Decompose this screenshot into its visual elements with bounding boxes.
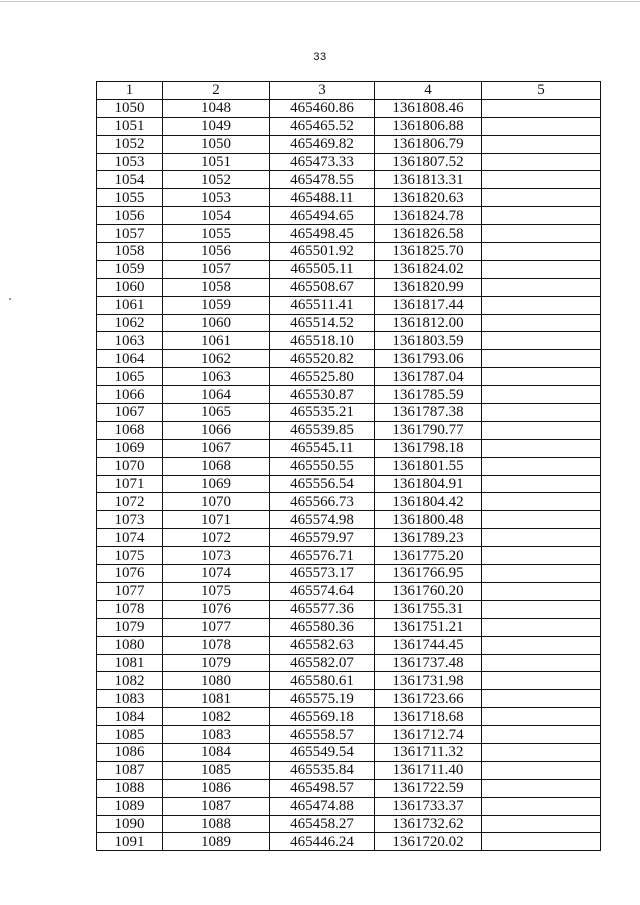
table-row: [97, 260, 601, 278]
table-cell: 465460.86: [270, 99, 375, 117]
table-cell: 1069: [97, 439, 163, 457]
table-cell: 1061: [97, 296, 163, 314]
table-cell: 1361812.00: [375, 314, 482, 332]
table-cell: 1055: [163, 225, 270, 243]
table-cell: [482, 815, 601, 833]
table-cell: 1063: [97, 332, 163, 350]
table-row: [97, 135, 601, 153]
table-cell: 465525.80: [270, 368, 375, 386]
table-cell: 465465.52: [270, 117, 375, 135]
table-cell: 1087: [97, 761, 163, 779]
table-cell: 1072: [97, 493, 163, 511]
table-cell: 1361806.79: [375, 135, 482, 153]
table-cell: [482, 421, 601, 439]
table-cell: [482, 761, 601, 779]
table-cell: 1361807.52: [375, 153, 482, 171]
table-row: [97, 278, 601, 296]
table-cell: [482, 117, 601, 135]
table-cell: 1071: [97, 475, 163, 493]
table-row: [97, 117, 601, 135]
table-cell: 1069: [163, 475, 270, 493]
table-cell: [482, 475, 601, 493]
table-cell: 1361820.99: [375, 278, 482, 296]
table-cell: 1080: [97, 636, 163, 654]
table-cell: 1050: [97, 99, 163, 117]
table-cell: 1076: [163, 600, 270, 618]
table-cell: 1080: [163, 672, 270, 690]
table-cell: 1068: [163, 457, 270, 475]
table-cell: 1065: [97, 368, 163, 386]
table-cell: 465494.65: [270, 207, 375, 225]
table-cell: 1361790.77: [375, 421, 482, 439]
table-cell: [482, 565, 601, 583]
table-cell: 1061: [163, 332, 270, 350]
table-row: [97, 350, 601, 368]
table-body: [97, 99, 601, 850]
table-cell: 1052: [97, 135, 163, 153]
table-cell: 1075: [97, 547, 163, 565]
table-cell: 1361804.42: [375, 493, 482, 511]
table-cell: 1361720.02: [375, 833, 482, 851]
table-cell: [482, 350, 601, 368]
table-cell: [482, 207, 601, 225]
table-cell: 465566.73: [270, 493, 375, 511]
table-cell: 1051: [163, 153, 270, 171]
table-cell: 465580.36: [270, 618, 375, 636]
table-cell: 1079: [163, 654, 270, 672]
table-row: [97, 690, 601, 708]
table-cell: 465505.11: [270, 260, 375, 278]
table-cell: 465579.97: [270, 529, 375, 547]
column-header: 1: [97, 82, 163, 100]
table-cell: 1361722.59: [375, 779, 482, 797]
table-row: [97, 171, 601, 189]
table-row: [97, 833, 601, 851]
table-cell: 1068: [97, 421, 163, 439]
table-row: [97, 672, 601, 690]
column-header: 4: [375, 82, 482, 100]
table-cell: 1361793.06: [375, 350, 482, 368]
table-cell: 465574.64: [270, 582, 375, 600]
table-cell: [482, 708, 601, 726]
table-cell: [482, 582, 601, 600]
table-cell: 1057: [97, 225, 163, 243]
table-cell: 465514.52: [270, 314, 375, 332]
column-header: 5: [482, 82, 601, 100]
table-cell: 1078: [163, 636, 270, 654]
table-row: [97, 189, 601, 207]
table-cell: [482, 654, 601, 672]
table-cell: 465545.11: [270, 439, 375, 457]
table-cell: 465478.55: [270, 171, 375, 189]
table-cell: 1077: [97, 582, 163, 600]
page-number: 33: [313, 51, 327, 63]
table-cell: 465473.33: [270, 153, 375, 171]
table-row: [97, 779, 601, 797]
table-cell: 1048: [163, 99, 270, 117]
table-cell: [482, 171, 601, 189]
table-row: [97, 457, 601, 475]
table-row: [97, 582, 601, 600]
table-cell: [482, 672, 601, 690]
table-cell: [482, 547, 601, 565]
table-row: [97, 99, 601, 117]
table-cell: 1054: [163, 207, 270, 225]
table-cell: [482, 243, 601, 261]
table-cell: 1361789.23: [375, 529, 482, 547]
table-cell: 1066: [163, 421, 270, 439]
table-cell: [482, 618, 601, 636]
table-cell: 1055: [97, 189, 163, 207]
table-cell: 1078: [97, 600, 163, 618]
table-row: [97, 439, 601, 457]
column-header: 2: [163, 82, 270, 100]
table-cell: 1091: [97, 833, 163, 851]
table-cell: [482, 314, 601, 332]
table-cell: 1361737.48: [375, 654, 482, 672]
table-cell: 1085: [163, 761, 270, 779]
table-cell: 1088: [163, 815, 270, 833]
table-cell: 465535.21: [270, 404, 375, 422]
table-cell: 465474.88: [270, 797, 375, 815]
table-cell: 1062: [163, 350, 270, 368]
table-cell: 1086: [163, 779, 270, 797]
table-cell: 1073: [163, 547, 270, 565]
table-cell: 1057: [163, 260, 270, 278]
table-cell: 1049: [163, 117, 270, 135]
table-cell: 1050: [163, 135, 270, 153]
table-cell: [482, 368, 601, 386]
table-cell: 465569.18: [270, 708, 375, 726]
table-row: [97, 207, 601, 225]
table-cell: 1361775.20: [375, 547, 482, 565]
table-cell: 1059: [97, 260, 163, 278]
table-cell: 1361787.04: [375, 368, 482, 386]
table-cell: 1053: [97, 153, 163, 171]
table-cell: 1085: [97, 726, 163, 744]
table-cell: 1361824.02: [375, 260, 482, 278]
table-cell: 465574.98: [270, 511, 375, 529]
table-cell: [482, 135, 601, 153]
table-cell: 1070: [163, 493, 270, 511]
table-cell: [482, 779, 601, 797]
table-cell: 1086: [97, 743, 163, 761]
table-cell: 1084: [163, 743, 270, 761]
table-cell: 1361813.31: [375, 171, 482, 189]
table-cell: 1073: [97, 511, 163, 529]
table-cell: 465530.87: [270, 386, 375, 404]
table-cell: 465576.71: [270, 547, 375, 565]
table-cell: 1079: [97, 618, 163, 636]
table-cell: 1082: [163, 708, 270, 726]
table-row: [97, 332, 601, 350]
table-cell: 1361820.63: [375, 189, 482, 207]
table-cell: 1361731.98: [375, 672, 482, 690]
top-border-line: [0, 1, 640, 2]
table-cell: [482, 743, 601, 761]
table-cell: [482, 600, 601, 618]
table-cell: 1054: [97, 171, 163, 189]
table-cell: 1051: [97, 117, 163, 135]
table-cell: 1081: [97, 654, 163, 672]
table-cell: 465535.84: [270, 761, 375, 779]
table-cell: [482, 439, 601, 457]
table-cell: 1361800.48: [375, 511, 482, 529]
table-cell: 1058: [97, 243, 163, 261]
table-cell: 1056: [97, 207, 163, 225]
table-cell: [482, 296, 601, 314]
table-cell: 1087: [163, 797, 270, 815]
table-cell: 1074: [163, 565, 270, 583]
table-cell: [482, 278, 601, 296]
table-cell: [482, 332, 601, 350]
column-header: 3: [270, 82, 375, 100]
table-cell: 1361826.58: [375, 225, 482, 243]
table-cell: 1084: [97, 708, 163, 726]
table-cell: [482, 99, 601, 117]
table-cell: 1089: [163, 833, 270, 851]
table-cell: 1082: [97, 672, 163, 690]
table-cell: 465488.11: [270, 189, 375, 207]
table-cell: 1361718.68: [375, 708, 482, 726]
table-cell: [482, 726, 601, 744]
table-cell: 465550.55: [270, 457, 375, 475]
table-cell: 465511.41: [270, 296, 375, 314]
table-row: [97, 404, 601, 422]
table-cell: [482, 636, 601, 654]
table-cell: 1081: [163, 690, 270, 708]
table-cell: 1071: [163, 511, 270, 529]
table-cell: 1361733.37: [375, 797, 482, 815]
table-cell: 1361723.66: [375, 690, 482, 708]
table-cell: [482, 457, 601, 475]
table-cell: 465556.54: [270, 475, 375, 493]
table-cell: 465498.57: [270, 779, 375, 797]
table-row: [97, 761, 601, 779]
table-cell: 465549.54: [270, 743, 375, 761]
table-cell: 1060: [163, 314, 270, 332]
table-cell: 1059: [163, 296, 270, 314]
table-cell: [482, 260, 601, 278]
table-cell: [482, 511, 601, 529]
table-cell: 1083: [163, 726, 270, 744]
table-row: [97, 296, 601, 314]
table-cell: 1076: [97, 565, 163, 583]
table-cell: [482, 404, 601, 422]
table-cell: 1361755.31: [375, 600, 482, 618]
table-cell: 465501.92: [270, 243, 375, 261]
table-cell: 465458.27: [270, 815, 375, 833]
table-row: [97, 386, 601, 404]
table-cell: [482, 153, 601, 171]
table-cell: 1070: [97, 457, 163, 475]
table-cell: 465539.85: [270, 421, 375, 439]
table-row: [97, 565, 601, 583]
table-row: [97, 743, 601, 761]
table-cell: 1361766.95: [375, 565, 482, 583]
table-cell: 465582.63: [270, 636, 375, 654]
table-cell: 465518.10: [270, 332, 375, 350]
table-cell: 1361732.62: [375, 815, 482, 833]
table-cell: 465582.07: [270, 654, 375, 672]
table-row: [97, 797, 601, 815]
table-row: [97, 618, 601, 636]
table-row: [97, 511, 601, 529]
table-cell: 1361825.70: [375, 243, 482, 261]
table-cell: 1090: [97, 815, 163, 833]
table-cell: 465498.45: [270, 225, 375, 243]
table-cell: 1072: [163, 529, 270, 547]
table-row: [97, 708, 601, 726]
table-cell: 1361760.20: [375, 582, 482, 600]
table-cell: [482, 797, 601, 815]
table-cell: [482, 386, 601, 404]
table-cell: 1065: [163, 404, 270, 422]
table-cell: 1056: [163, 243, 270, 261]
table-row: [97, 243, 601, 261]
table-cell: 1063: [163, 368, 270, 386]
table-cell: 1361798.18: [375, 439, 482, 457]
table-cell: [482, 225, 601, 243]
table-cell: 1361744.45: [375, 636, 482, 654]
table-cell: 1361751.21: [375, 618, 482, 636]
table-cell: 1361804.91: [375, 475, 482, 493]
scan-speck: [9, 298, 11, 300]
table-cell: [482, 493, 601, 511]
table-cell: 1089: [97, 797, 163, 815]
table-row: [97, 314, 601, 332]
table-cell: 1066: [97, 386, 163, 404]
table-cell: 1074: [97, 529, 163, 547]
table-cell: 465520.82: [270, 350, 375, 368]
table-cell: 465575.19: [270, 690, 375, 708]
table-row: [97, 726, 601, 744]
table-cell: 1361711.40: [375, 761, 482, 779]
table-row: [97, 153, 601, 171]
table-cell: 465469.82: [270, 135, 375, 153]
table-cell: 1052: [163, 171, 270, 189]
table-cell: 465573.17: [270, 565, 375, 583]
table-cell: 1067: [163, 439, 270, 457]
table-cell: 1361803.59: [375, 332, 482, 350]
table-cell: 1361801.55: [375, 457, 482, 475]
table-cell: 1064: [163, 386, 270, 404]
table-row: [97, 475, 601, 493]
table-row: [97, 368, 601, 386]
table-cell: 1361824.78: [375, 207, 482, 225]
table-cell: 1361711.32: [375, 743, 482, 761]
table-cell: 1361817.44: [375, 296, 482, 314]
coordinates-table: [96, 81, 601, 851]
table-cell: 1077: [163, 618, 270, 636]
table-cell: 465577.36: [270, 600, 375, 618]
table-cell: 1361806.88: [375, 117, 482, 135]
table-row: [97, 600, 601, 618]
table-cell: 1064: [97, 350, 163, 368]
table-row: [97, 654, 601, 672]
table-cell: 465580.61: [270, 672, 375, 690]
table-cell: 465508.67: [270, 278, 375, 296]
table-cell: 1067: [97, 404, 163, 422]
table-cell: 1058: [163, 278, 270, 296]
table-cell: 465446.24: [270, 833, 375, 851]
table-cell: 1060: [97, 278, 163, 296]
table-row: [97, 225, 601, 243]
table-cell: [482, 189, 601, 207]
table-cell: [482, 690, 601, 708]
table-cell: 465558.57: [270, 726, 375, 744]
table-row: [97, 547, 601, 565]
table-row: [97, 636, 601, 654]
table-cell: 1361787.38: [375, 404, 482, 422]
table-cell: [482, 529, 601, 547]
table-cell: 1361808.46: [375, 99, 482, 117]
table-cell: 1075: [163, 582, 270, 600]
table-cell: 1361785.59: [375, 386, 482, 404]
table-header-row: [97, 82, 601, 100]
table-row: [97, 815, 601, 833]
table-row: [97, 529, 601, 547]
table-cell: 1053: [163, 189, 270, 207]
table-cell: 1361712.74: [375, 726, 482, 744]
table-row: [97, 493, 601, 511]
table-cell: 1088: [97, 779, 163, 797]
table-row: [97, 421, 601, 439]
table-cell: 1062: [97, 314, 163, 332]
table-cell: [482, 833, 601, 851]
table-cell: 1083: [97, 690, 163, 708]
